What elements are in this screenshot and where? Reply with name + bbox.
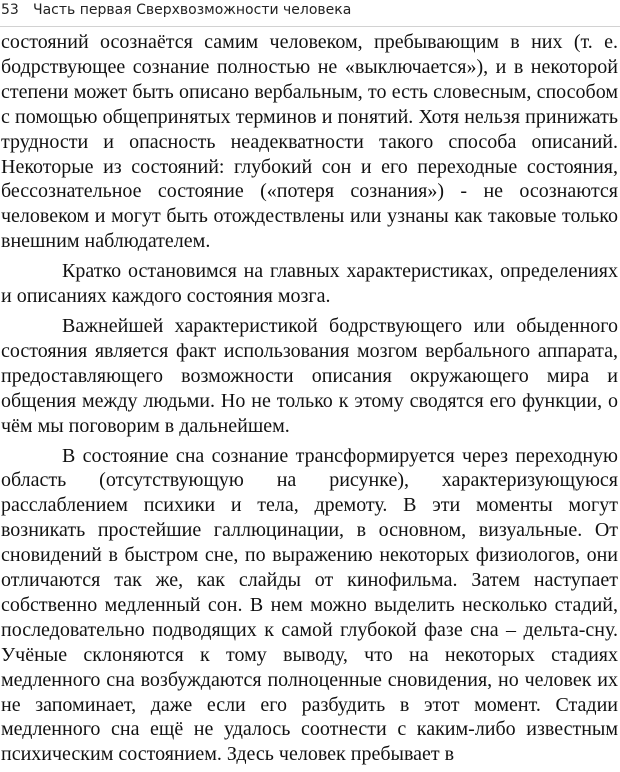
- paragraph-brief-overview: Кратко остановимся на главных характеристиках, определениях и описаниях каждого состояния мозга.: [1, 260, 618, 308]
- paragraph-waking-state: Важнейшей характеристикой бодрствующего или обыденного состояния является факт использования мозгом вербального аппарата, предоставляющего возможности описания окружающего мира и общения между людьми. Но не только к этому сводятся его функции, о чём мы поговорим в дальнейшем.: [1, 314, 618, 437]
- page-number: 53: [1, 2, 19, 18]
- running-title: Часть первая Сверхвозможности человека: [33, 2, 352, 18]
- paragraph-continuation: состояний осознаётся самим человеком, пребывающим в них (т. е. бодрствующее сознание полностью не «выключается»), и в некоторой степени может быть описано вербальным, то есть словесным, способом с помощью общепринятых терминов и понятий. Хотя нельзя принижать трудности и опасность неадекватности такого способа описаний. Некоторые из состояний: глубокий сон и его переходные состояния, бессознательное состояние («потеря сознания») - не осознаются человеком и могут быть отождествлены или узнаны как таковые только внешним наблюдателем.: [1, 31, 618, 253]
- running-header: [0, 0, 620, 27]
- body-text: [1, 30, 618, 772]
- paragraph-sleep-state: В состояние сна сознание трансформируется через переходную область (отсутствующую на рисунке), характеризующуюся расслаблением психики и тела, дремоту. В эти моменты могут возникать простейшие галлюцинации, в основном, визуальные. От сновидений в быстром сне, по выражению некоторых физиологов, они отличаются так же, как слайды от кинофильма. Затем наступает собственно медленный сон. В нем можно выделить несколько стадий, последовательно подводящих к самой глубокой фазе сна – дельта-сну. Учёные склоняются к тому выводу, что на некоторых стадиях медленного сна возбуждаются полноценные сновидения, но человек их не запоминает, даже если его разбудить в этот момент. Стадии медленного сна ещё не удалось соотнести с каким-либо известным психическим состоянием. Здесь человек пребывает в: [1, 444, 618, 766]
